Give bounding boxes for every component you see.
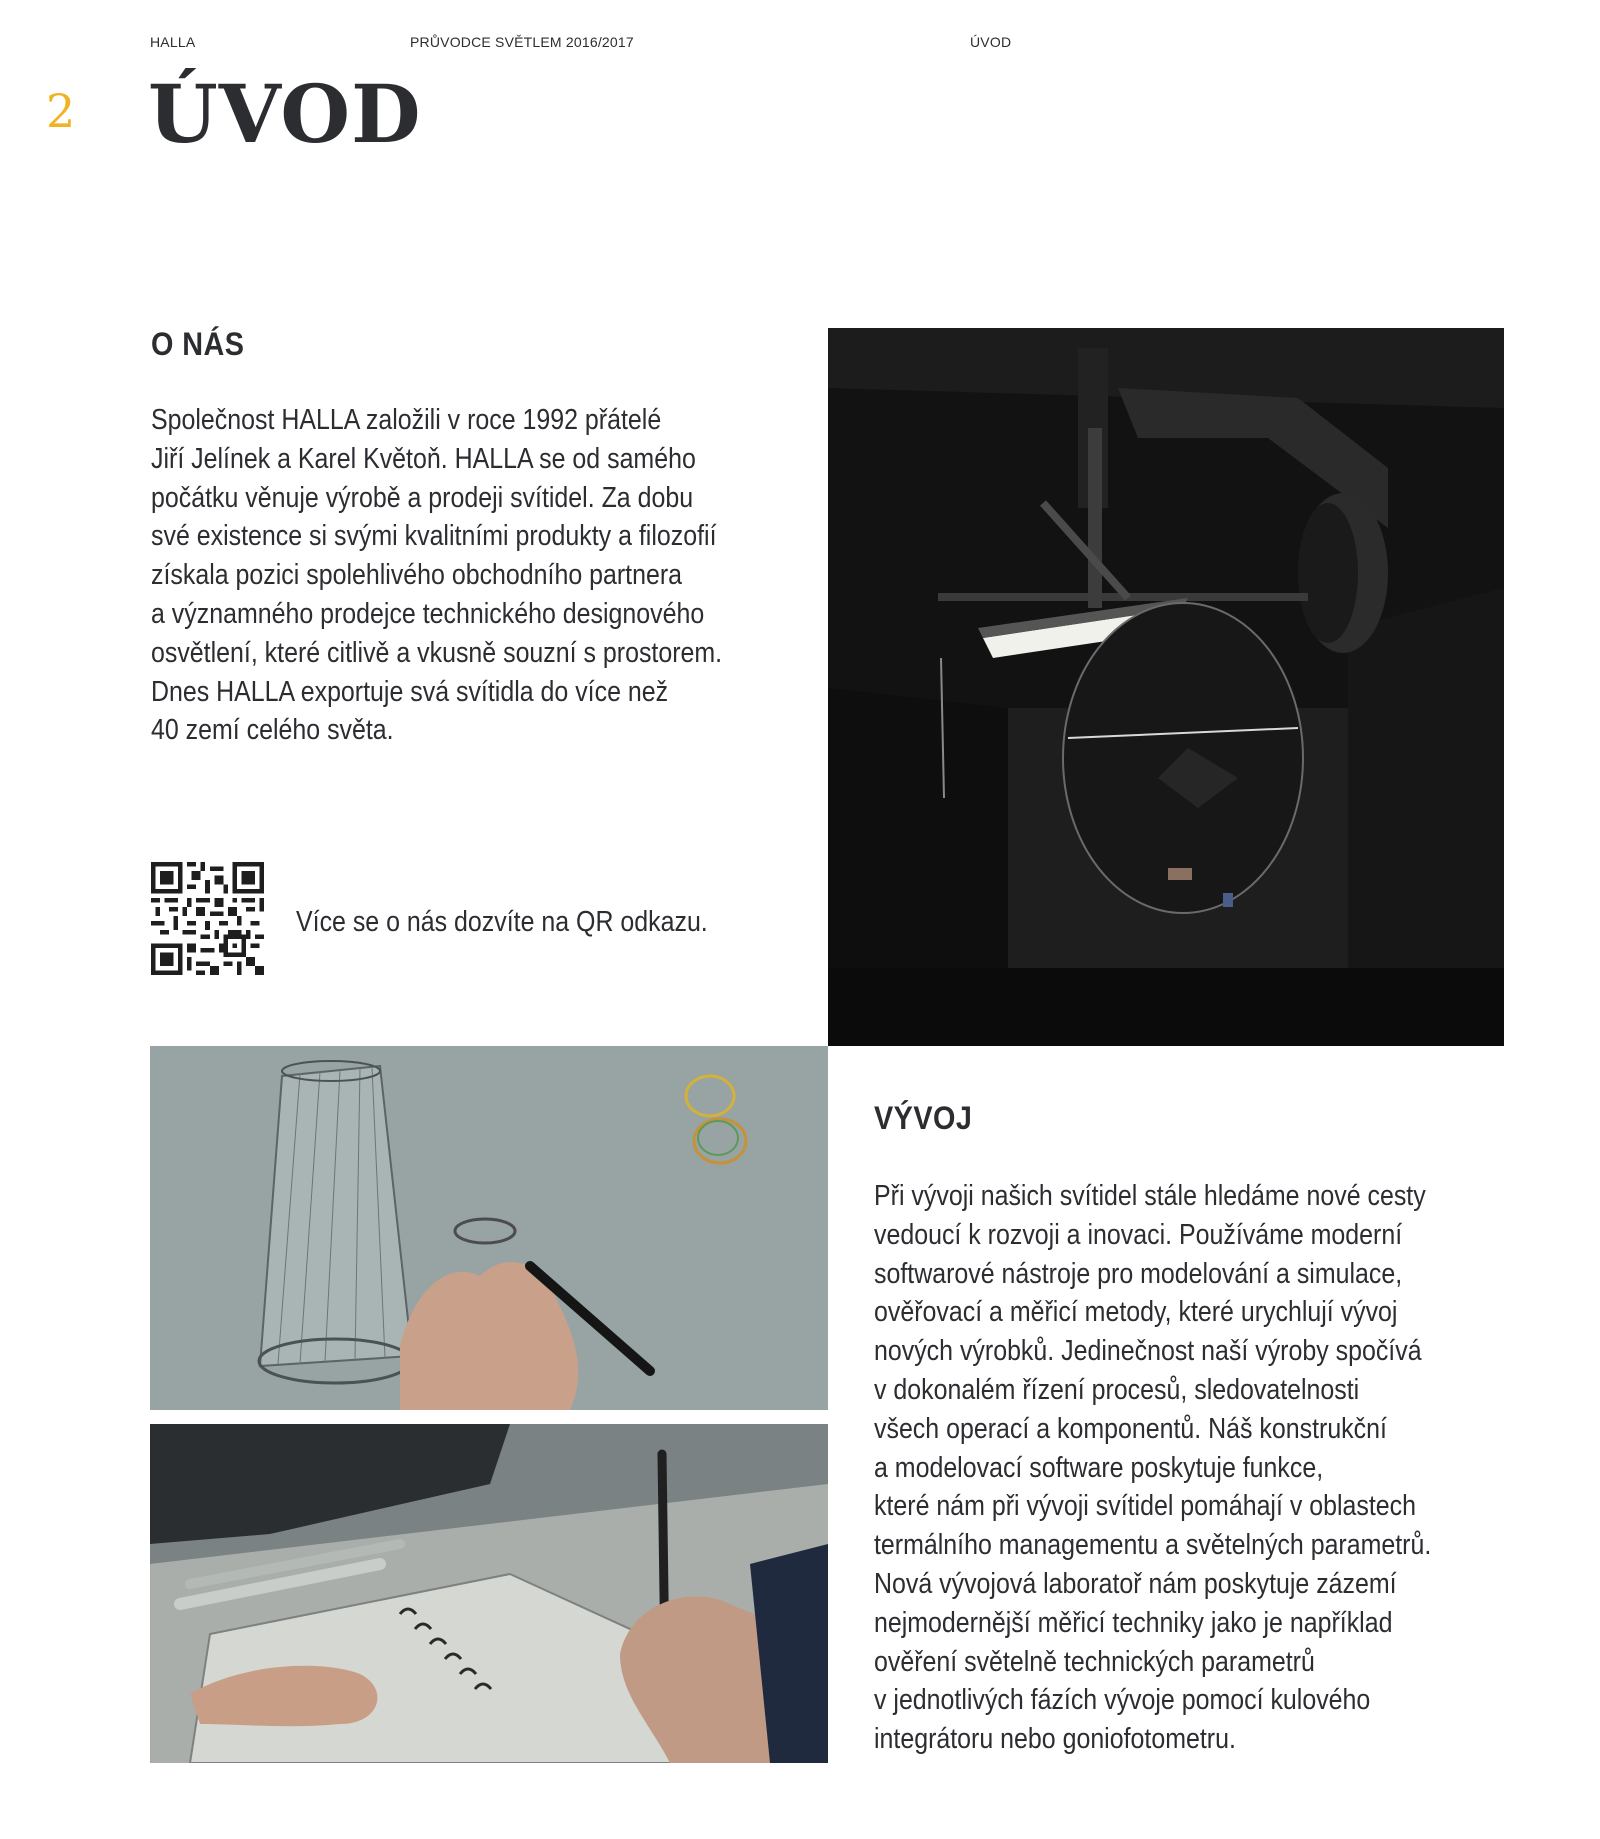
development-line: Nová vývojová laboratoř nám poskytuje zázemí [874,1567,1397,1600]
development-line: které nám při vývoji svítidel pomáhají v oblastech [874,1490,1417,1523]
development-line: nejmodernější měřicí techniky jako je například [874,1606,1393,1639]
about-heading: O NÁS [151,326,245,362]
development-line: v jednotlivých fázích vývoje pomocí kulového [874,1684,1371,1717]
development-line: integrátoru nebo goniofotometru. [874,1723,1236,1756]
about-line: počátku věnuje výrobě a prodeji svítidel. Za dobu [151,481,694,514]
qr-code-icon[interactable] [151,862,264,975]
running-header-brand: HALLA [150,34,196,50]
development-paragraph [874,1177,1431,1759]
about-line: a významného prodejce technického designového [151,597,705,630]
development-line: a modelovací software poskytuje funkce, [874,1451,1324,1484]
running-header-section: ÚVOD [970,34,1012,50]
sketch-photo [150,1424,828,1763]
about-paragraph [151,401,722,750]
development-line: všech operací a komponentů. Náš konstrukční [874,1412,1387,1445]
page-title: ÚVOD [148,67,422,161]
development-line: vedoucí k rozvoji a inovaci. Používáme moderní [874,1218,1403,1251]
about-line: získala pozici spolehlivého obchodního partnera [151,559,683,592]
development-line: Při vývoji našich svítidel stále hledáme nové cesty [874,1180,1426,1212]
about-line: Dnes HALLA exportuje svá svítidla do více než [151,675,669,708]
about-line: osvětlení, které citlivě a vkusně souzní s prostorem. [151,636,723,669]
development-heading: VÝVOJ [874,1100,973,1136]
about-line: Jiří Jelínek a Karel Květoň. HALLA se od samého [151,442,696,475]
about-line: své existence si svými kvalitními produkty a filozofií [151,520,717,553]
development-line: v dokonalém řízení procesů, sledovatelnosti [874,1373,1360,1406]
running-header-guide: PRŮVODCE SVĚTLEM 2016/2017 [410,34,634,50]
development-line: termálního managementu a světelných parametrů. [874,1529,1432,1562]
model-photo [150,1046,828,1410]
development-line: ověření světelně technických parametrů [874,1645,1315,1678]
development-line: ověřovací a měřicí metody, které urychlují vývoj [874,1296,1398,1329]
page-number: 2 [46,84,76,138]
about-line: 40 zemí celého světa. [151,714,394,747]
development-line: nových výrobků. Jedinečnost naší výroby spočívá [874,1335,1422,1368]
lab-photo [828,328,1504,1046]
about-line: Společnost HALLA založili v roce 1992 přátelé [151,404,662,436]
development-line: softwarové nástroje pro modelování a simulace, [874,1257,1403,1290]
qr-caption: Více se o nás dozvíte na QR odkazu. [296,906,708,938]
